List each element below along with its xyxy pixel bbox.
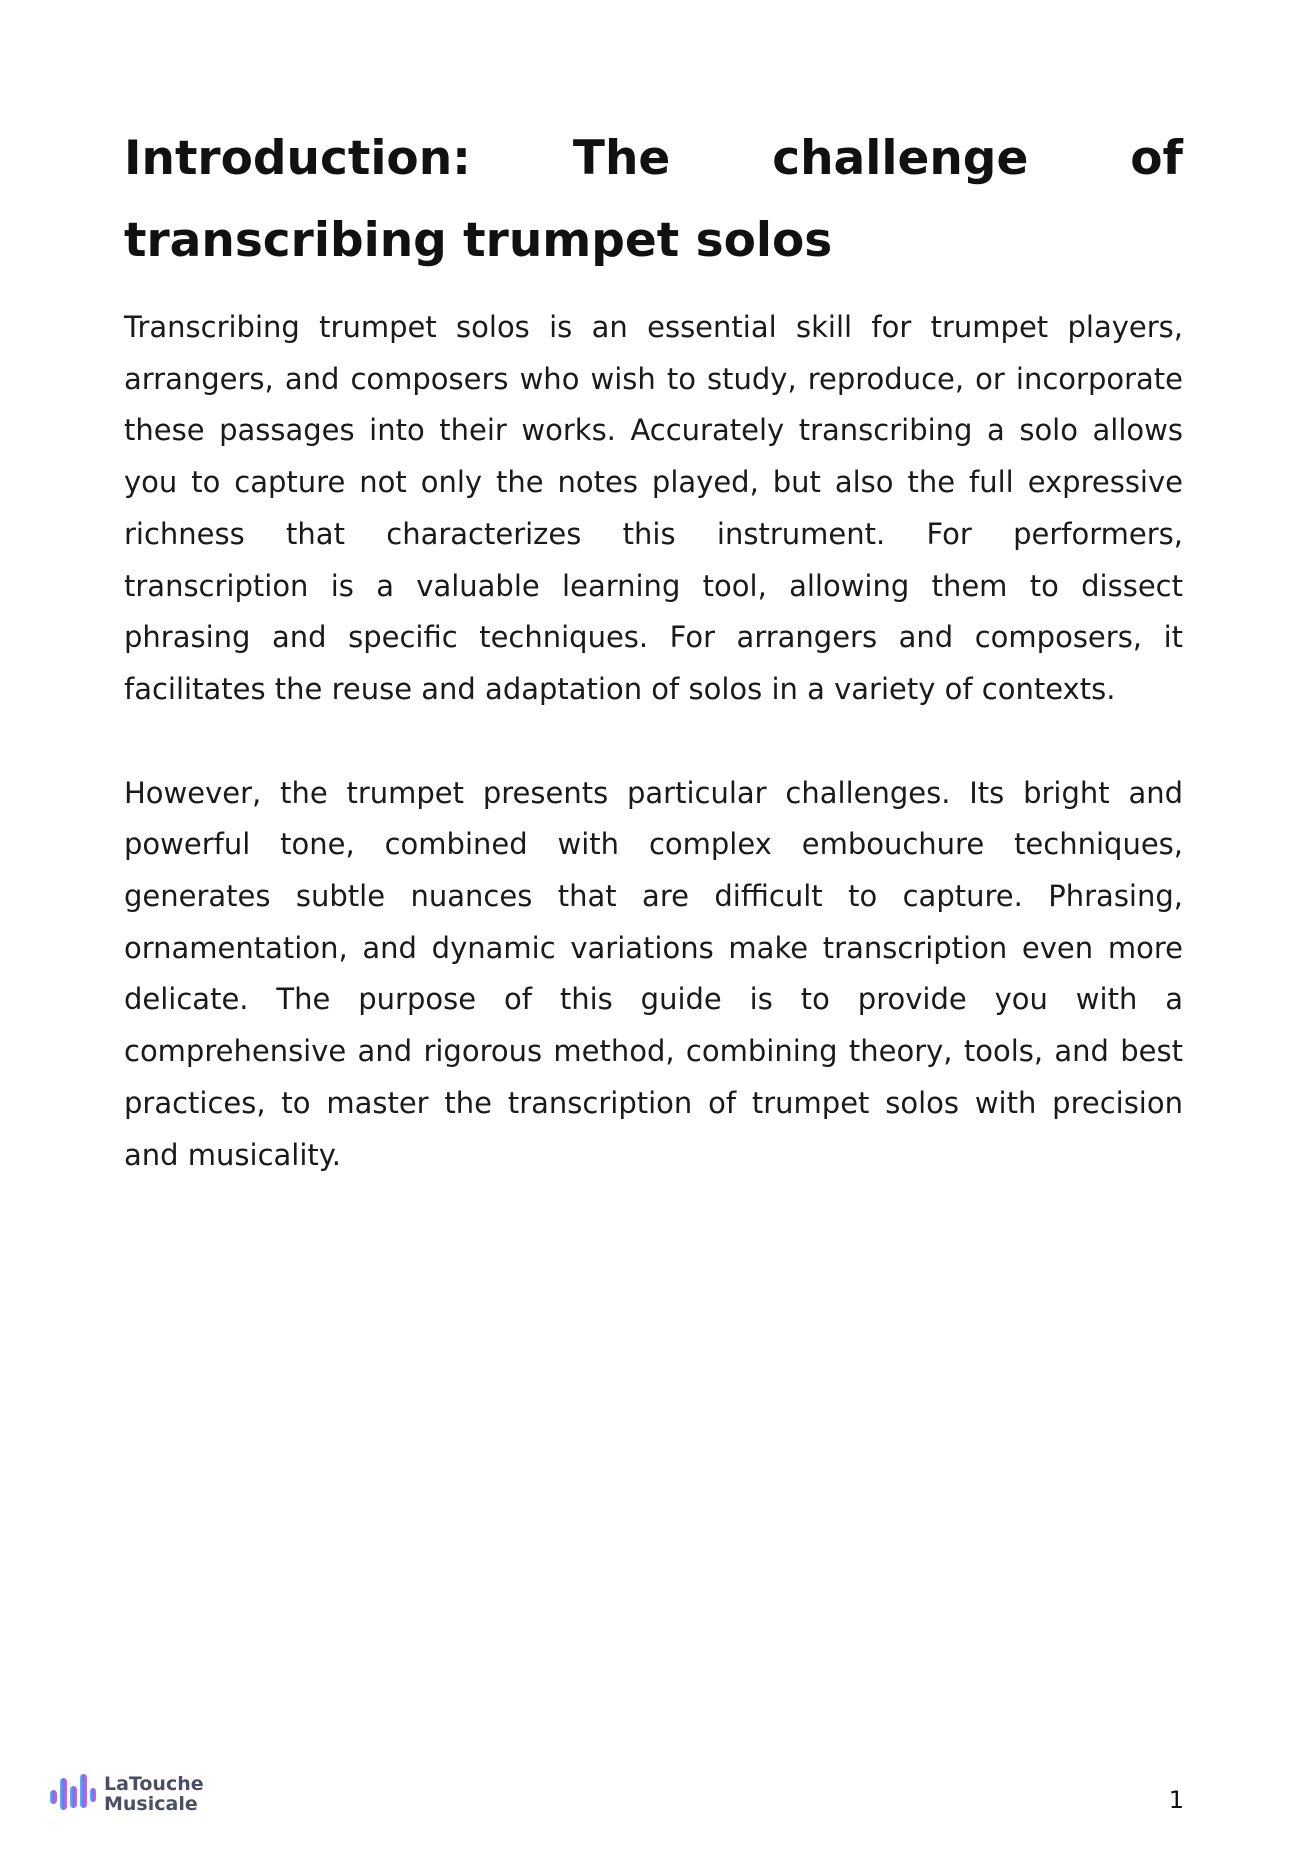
- logo-line-2: Musicale: [104, 1793, 198, 1815]
- paragraph-challenges: However, the trumpet presents particular challenges. Its bright and powerful tone, combined with complex embouchure techniques, generates subtle nuances that are difficult to capture. Phrasing, ornamentation, and dynamic variations make transcription even more delicate. The purpose of this guide is to provide you with a comprehensive and rigorous method, combining theory, tools, and best practices, to master the transcription of trumpet solos with precision and musicality.: [124, 775, 1183, 1172]
- waveform-logo-icon: [48, 1772, 98, 1816]
- logo-wordmark: [104, 1774, 204, 1814]
- page-content: [124, 118, 1183, 1181]
- logo-line-1: LaTouche: [104, 1773, 204, 1795]
- page-title: Introduction: The challenge of transcribing trumpet solos: [124, 131, 1183, 268]
- footer-logo: [48, 1772, 204, 1816]
- page-number: 1: [1168, 1786, 1184, 1814]
- paragraph-intro: Transcribing trumpet solos is an essential skill for trumpet players, arrangers, and composers who wish to study, reproduce, or incorporate these passages into their works. Accurately transcribing a solo allows you to capture not only the notes played, but also the full expressive richness that characterizes this instrument. For performers, transcription is a valuable learning tool, allowing them to dissect phrasing and specific techniques. For arrangers and composers, it facilitates the reuse and adaptation of solos in a variety of contexts.: [124, 310, 1183, 706]
